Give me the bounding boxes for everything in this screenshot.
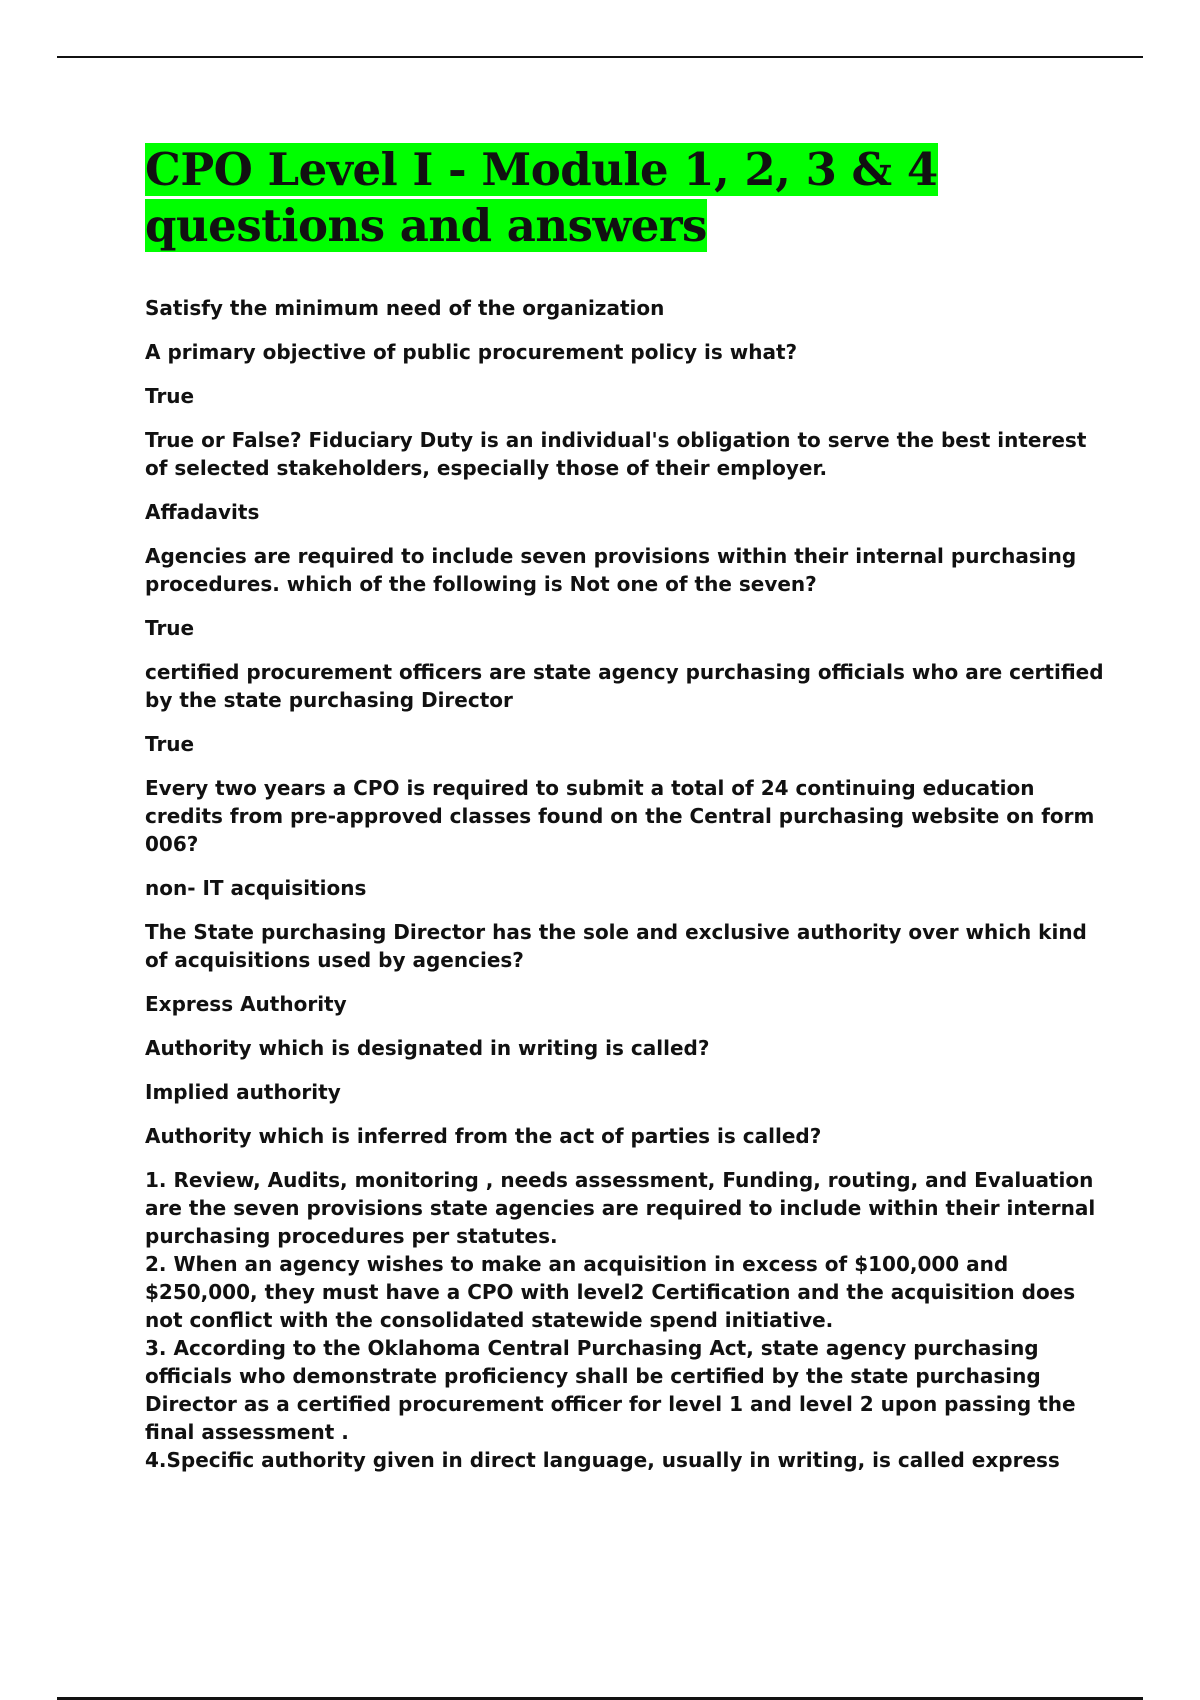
list-item: Authority which is designated in writing is called? (145, 1036, 710, 1060)
note-item: 1. Review, Audits, monitoring , needs assessment, Funding, routing, and Evaluation are the seven provisions state agencies are required to include within their internal purchasing procedures per statutes. (145, 1168, 1096, 1248)
list-item: Satisfy the minimum need of the organization (145, 296, 665, 320)
top-divider (57, 56, 1143, 58)
list-item: Express Authority (145, 992, 347, 1016)
numbered-notes (145, 1166, 1105, 1474)
highlighted-title-text: CPO Level I - Module 1, 2, 3 & 4 questions and answers (145, 143, 938, 252)
list-item: Agencies are required to include seven provisions within their internal purchasing procedures. which of the following is Not one of the seven? (145, 544, 1077, 596)
document-body (145, 142, 1105, 1474)
note-item: 4.Specific authority given in direct language, usually in writing, is called express (145, 1448, 1060, 1472)
list-item: True (145, 732, 195, 756)
list-item: certified procurement officers are state agency purchasing officials who are certified by the state purchasing Director (145, 660, 1104, 712)
list-item: Every two years a CPO is required to submit a total of 24 continuing education credits from pre-approved classes found on the Central purchasing website on form 006? (145, 776, 1095, 856)
list-item: non- IT acquisitions (145, 876, 367, 900)
list-item: The State purchasing Director has the sole and exclusive authority over which kind of acquisitions used by agencies? (145, 920, 1087, 972)
document-title (145, 142, 1105, 254)
note-item: 3. According to the Oklahoma Central Purchasing Act, state agency purchasing officials who demonstrate proficiency shall be certified by the state purchasing Director as a certified procurement officer for level 1 and level 2 upon passing the final assessment . (145, 1336, 1076, 1444)
list-item: Affadavits (145, 500, 260, 524)
list-item: True (145, 616, 195, 640)
list-item: Authority which is inferred from the act of parties is called? (145, 1124, 822, 1148)
question-answer-list (145, 294, 1105, 1150)
note-item: 2. When an agency wishes to make an acquisition in excess of $100,000 and $250,000, they must have a CPO with level2 Certification and the acquisition does not conflict with the consolidated statewide spend initiative. (145, 1252, 1076, 1332)
list-item: True or False? Fiduciary Duty is an individual's obligation to serve the best interest of selected stakeholders, especially those of their employer. (145, 428, 1087, 480)
list-item: A primary objective of public procurement policy is what? (145, 340, 798, 364)
list-item: True (145, 384, 195, 408)
list-item: Implied authority (145, 1080, 341, 1104)
